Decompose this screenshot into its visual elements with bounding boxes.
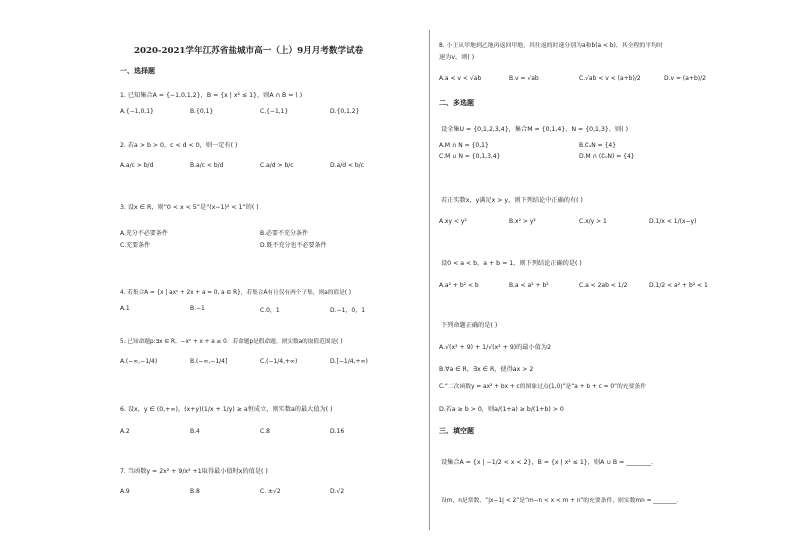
- option-d: D.1/x < 1/(x−y): [649, 218, 697, 225]
- question-6: 6. 设x，y ∈ (0,+∞)，(x+y)(1/x + 1/y) ≥ a恒成立，则实数a的最大值为( ): [120, 406, 333, 413]
- question-12-option-a: A.√(x² + 9) + 1/√(x² + 9)的最小值为2: [439, 344, 552, 351]
- option-d: D.1/2 < a² + b² < 1: [649, 282, 708, 289]
- column-divider: [429, 30, 430, 530]
- option-d: D.[−1/4,+∞): [330, 358, 368, 365]
- section-heading-multi: 二、多选题: [439, 99, 474, 107]
- question-9: 设全集U = {0,1,2,3,4}，集合M = {0,1,4}，N = {0,1,3}，则( ): [441, 126, 628, 133]
- section-heading-fill: 三、填空题: [439, 427, 474, 435]
- option-a: A.a/c > b/d: [120, 162, 154, 169]
- question-5: 5. 已知命题p:∃x ∈ R，−x² + x + a ≥ 0．若命题p是假命题，则实数a的取值范围是( ): [120, 339, 343, 345]
- option-b: B.x² > y²: [509, 218, 536, 225]
- question-2: 2. 若a > b > 0，c < d < 0，则一定有( ): [120, 142, 238, 149]
- option-c: C.a/d > b/c: [260, 162, 294, 169]
- option-a: A.M ∩ N = {0,1}: [439, 142, 489, 149]
- question-12-option-c: C.“二次函数y = ax² + bx + c的图象过点(1,0)”是“a + b + c = 0”的充要条件: [439, 384, 646, 390]
- section-heading-choice: 一、选择题: [120, 67, 155, 75]
- option-c: C.8: [260, 428, 270, 435]
- option-b: B.−1: [190, 305, 205, 312]
- option-d: D.16: [330, 428, 345, 435]
- option-d: D.−1，0，1: [330, 307, 366, 314]
- question-12-option-d: D.若a ≥ b > 0，则a/(1+a) ≥ b/(1+b) > 0: [439, 406, 564, 413]
- question-8-line2: 速为v，则( ): [439, 54, 475, 61]
- option-d: D.a/d < b/c: [330, 162, 365, 169]
- question-7: 7. 当函数y = 2x² + 9/x² +1取得最小值时x的值是( ): [120, 468, 268, 475]
- option-d: D.M ∩ (∁ᵤN) = {4}: [579, 153, 635, 160]
- exam-title: 2020-2021学年江苏省盐城市高一（上）9月月考数学试卷: [134, 46, 364, 56]
- option-c: C.√ab < v < (a+b)/2: [579, 75, 641, 82]
- option-a: A.9: [120, 488, 130, 495]
- option-d: D.√2: [330, 488, 345, 495]
- question-12: 下列命题正确的是( ): [441, 322, 498, 329]
- option-a: A.xy < y²: [439, 218, 467, 225]
- question-14: 设m，n是常数，“|x−1| < 2”是“m−n < x < m + n”的充要条件，则实数mn = ________．: [441, 498, 683, 504]
- question-8: 8. 小王从甲地到乙地再返回甲地，其往返的时速分别为a和b(a < b)，其全程的平均时: [439, 43, 663, 49]
- question-3: 3. 设x ∈ R，则“0 < x < 5”是“(x−1)² < 1”的( ): [120, 204, 259, 211]
- option-b: B.必要不充分条件: [260, 230, 309, 237]
- option-c: C. ±√2: [260, 488, 281, 495]
- option-c: C.a < 2ab < 1/2: [579, 282, 628, 289]
- option-c: C.{−1,1}: [260, 108, 289, 115]
- option-c: C.M ∪ N = {0,1,3,4}: [439, 153, 501, 160]
- option-b: B.{0,1}: [190, 108, 214, 115]
- option-d: D.v = (a+b)/2: [664, 75, 706, 82]
- option-c: C.x/y > 1: [579, 218, 607, 225]
- option-c: C.0，1: [260, 307, 280, 314]
- option-a: A.1: [120, 305, 130, 312]
- option-b: B.4: [190, 428, 200, 435]
- option-a: A.a² + b² < b: [439, 282, 479, 289]
- option-b: B.8: [190, 488, 200, 495]
- question-12-option-b: B.∀a ∈ R，∃x ∈ R，使得ax > 2: [439, 366, 534, 373]
- question-11: 设0 < a < b，a + b = 1，则下列结论正确的是( ): [441, 260, 582, 267]
- option-a: A.2: [120, 428, 130, 435]
- option-c: C.(−1/4,+∞): [260, 358, 298, 365]
- option-b: B.∁ᵤN = {4}: [579, 142, 617, 149]
- option-b: B.(−∞,−1/4]: [190, 358, 228, 365]
- option-b: B.a/c < b/d: [190, 162, 224, 169]
- option-a: A.a < v < √ab: [439, 75, 482, 82]
- question-1: 1. 已知集合A = {−1,0,1,2}，B = {x | x² ≤ 1}，则A ∩ B = ( ): [120, 92, 303, 99]
- option-c: C.充要条件: [120, 242, 151, 249]
- option-b: B.v = √ab: [509, 75, 539, 82]
- option-a: A.(−∞,−1/4): [120, 358, 158, 365]
- question-4: 4. 若集合A = {x | ax² + 2x + a = 0, a ∈ R}，若集合A有且仅有两个子集，则a的值是( ): [120, 290, 351, 296]
- option-d: D.{0,1,2}: [330, 108, 360, 115]
- option-b: B.a < a² + b²: [509, 282, 549, 289]
- option-a: A.充分不必要条件: [120, 230, 168, 237]
- option-d: D.既不充分也不必要条件: [260, 242, 327, 249]
- question-13: 设集合A = {x | −1/2 < x < 2}，B = {x | x² ≤ 1}，则A ∪ B = ________．: [441, 459, 658, 466]
- option-a: A.{−1,0,1}: [120, 108, 154, 115]
- question-10: 若正实数x，y满足x > y，则下列结论中正确的有( ): [441, 197, 583, 204]
